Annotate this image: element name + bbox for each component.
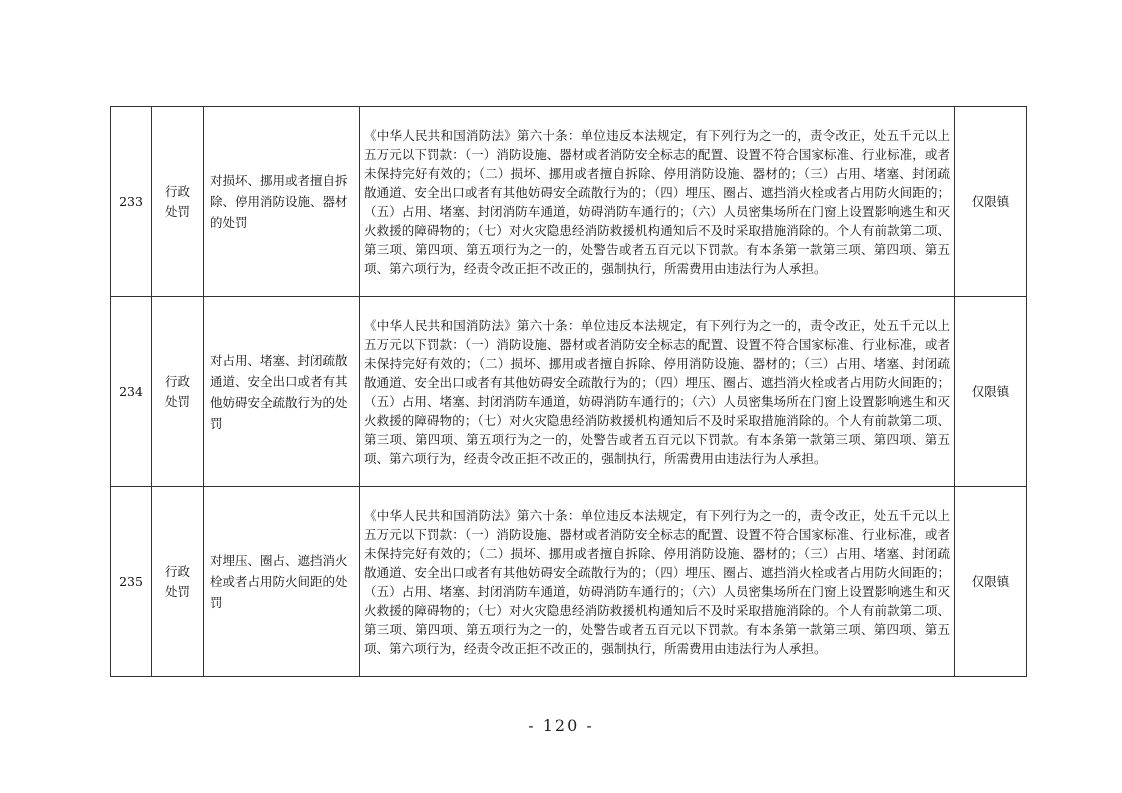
legal-basis-cell: [360, 487, 955, 677]
penalty-items-table: [110, 106, 1027, 677]
table-row: [111, 297, 1027, 487]
scope-cell: 仅限镇: [955, 487, 1027, 677]
penalty-type-cell: [152, 297, 204, 487]
table-row: [111, 107, 1027, 297]
legal-basis-text: 《中华人民共和国消防法》第六十条：单位违反本法规定，有下列行为之一的，责令改正，处五千元以上五万元以下罚款：（一）消防设施、器材或者消防安全标志的配置、设置不符合国家标准、行业标准，或者未保持完好有效的；（二）损坏、挪用或者擅自拆除、停用消防设施、器材的；（三）占用、堵塞、封闭疏散通道、安全出口或者有其他妨碍安全疏散行为的；（四）埋压、圈占、遮挡消火栓或者占用防火间距的；（五）占用、堵塞、封闭消防车通道，妨碍消防车通行的；（六）人员密集场所在门窗上设置影响逃生和灭火救援的障碍物的；（七）对火灾隐患经消防救援机构通知后不及时采取措施消除的。个人有前款第二项、第三项、第四项、第五项行为之一的，处警告或者五百元以下罚款。有本条第一款第三项、第四项、第五项、第六项行为，经责令改正拒不改正的，强制执行，所需费用由违法行为人承担。: [364, 127, 950, 276]
row-number-cell: 233: [111, 107, 152, 297]
item-name-cell: [204, 487, 360, 677]
penalty-type-text: 行政处罚: [164, 563, 190, 599]
item-name-cell: [204, 297, 360, 487]
scope-cell: 仅限镇: [955, 297, 1027, 487]
legal-basis-text: 《中华人民共和国消防法》第六十条：单位违反本法规定，有下列行为之一的，责令改正，处五千元以上五万元以下罚款：（一）消防设施、器材或者消防安全标志的配置、设置不符合国家标准、行业标准，或者未保持完好有效的；（二）损坏、挪用或者擅自拆除、停用消防设施、器材的；（三）占用、堵塞、封闭疏散通道、安全出口或者有其他妨碍安全疏散行为的；（四）埋压、圈占、遮挡消火栓或者占用防火间距的；（五）占用、堵塞、封闭消防车通道，妨碍消防车通行的；（六）人员密集场所在门窗上设置影响逃生和灭火救援的障碍物的；（七）对火灾隐患经消防救援机构通知后不及时采取措施消除的。个人有前款第二项、第三项、第四项、第五项行为之一的，处警告或者五百元以下罚款。有本条第一款第三项、第四项、第五项、第六项行为，经责令改正拒不改正的，强制执行，所需费用由违法行为人承担。: [364, 507, 950, 656]
scope-cell: 仅限镇: [955, 107, 1027, 297]
row-number-cell: 234: [111, 297, 152, 487]
penalty-type-text: 行政处罚: [164, 373, 190, 409]
table-row: [111, 487, 1027, 677]
item-name-text: 对占用、堵塞、封闭疏散通道、安全出口或者有其他妨碍安全疏散行为的处罚: [210, 352, 348, 431]
page-number: - 120 -: [528, 716, 594, 735]
penalty-type-cell: [152, 487, 204, 677]
item-name-text: 对损坏、挪用或者擅自拆除、停用消防设施、器材的处罚: [210, 173, 348, 230]
item-name-text: 对埋压、圈占、遮挡消火栓或者占用防火间距的处罚: [210, 553, 348, 610]
item-name-cell: [204, 107, 360, 297]
legal-basis-cell: [360, 297, 955, 487]
row-number-cell: 235: [111, 487, 152, 677]
penalty-type-text: 行政处罚: [164, 183, 190, 219]
legal-basis-text: 《中华人民共和国消防法》第六十条：单位违反本法规定，有下列行为之一的，责令改正，处五千元以上五万元以下罚款：（一）消防设施、器材或者消防安全标志的配置、设置不符合国家标准、行业标准，或者未保持完好有效的；（二）损坏、挪用或者擅自拆除、停用消防设施、器材的；（三）占用、堵塞、封闭疏散通道、安全出口或者有其他妨碍安全疏散行为的；（四）埋压、圈占、遮挡消火栓或者占用防火间距的；（五）占用、堵塞、封闭消防车通道，妨碍消防车通行的；（六）人员密集场所在门窗上设置影响逃生和灭火救援的障碍物的；（七）对火灾隐患经消防救援机构通知后不及时采取措施消除的。个人有前款第二项、第三项、第四项、第五项行为之一的，处警告或者五百元以下罚款。有本条第一款第三项、第四项、第五项、第六项行为，经责令改正拒不改正的，强制执行，所需费用由违法行为人承担。: [364, 317, 950, 466]
legal-basis-cell: [360, 107, 955, 297]
penalty-type-cell: [152, 107, 204, 297]
